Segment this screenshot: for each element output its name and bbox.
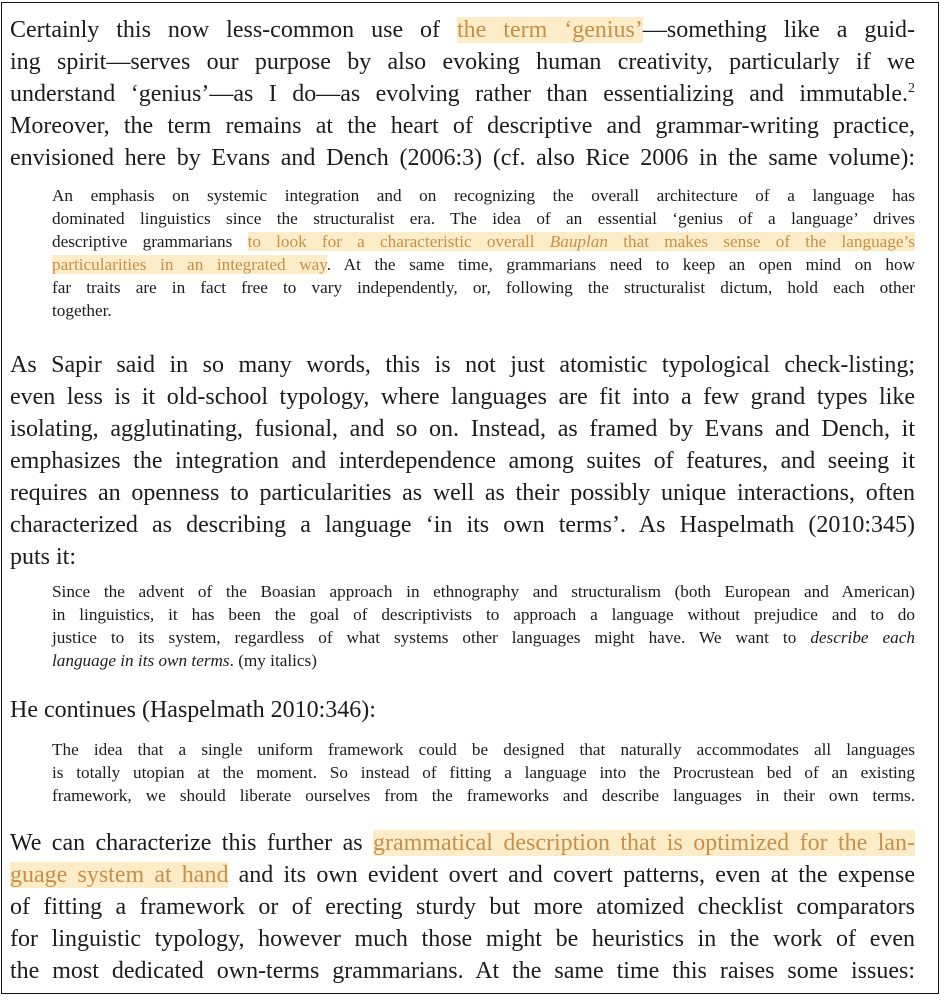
- paragraph-1-line-3: [10, 78, 915, 110]
- quote-1-line-4: [52, 254, 915, 276]
- text-run: that makes sense of the language’s: [608, 232, 915, 251]
- paragraph-2-line-4: emphasizes the integration and interdependence among suites of features, and seeing it: [10, 448, 915, 474]
- text-run: . (my italics): [229, 651, 317, 670]
- italic-run: Bauplan: [549, 232, 608, 251]
- paragraph-4-line-1: [10, 827, 915, 859]
- highlight-genius-term[interactable]: the term ‘genius’: [457, 17, 643, 43]
- text-run: —something like a guid-: [642, 17, 916, 43]
- paragraph-2-line-2: even less is it old-school typology, where languages are fit into a few grand types like: [10, 384, 915, 410]
- paragraph-4-line-3: of fitting a framework or of erecting sturdy but more atomized checklist comparators: [10, 894, 915, 920]
- quote-2-line-2: in linguistics, it has been the goal of descriptivists to approach a language without prejudice and to do: [52, 605, 915, 624]
- paragraph-4-line-4: for linguistic typology, however much those might be heuristics in the work of even: [10, 926, 915, 952]
- quote-3-line-1: The idea that a single uniform framework could be designed that naturally accommodates all languages: [52, 740, 915, 759]
- paragraph-1-line-5: envisioned here by Evans and Dench (2006:3) (cf. also Rice 2006 in the same volume):: [10, 145, 915, 171]
- paragraph-4-line-5: the most dedicated own-terms grammarians. At the same time this raises some issues:: [10, 958, 915, 984]
- quote-3-line-2: is totally utopian at the moment. So instead of fitting a language into the Procrustean bed of an existing: [52, 763, 915, 782]
- paragraph-4-line-2: [10, 859, 915, 891]
- quote-1-line-3: [52, 231, 915, 253]
- paragraph-2-line-3: isolating, agglutinating, fusional, and so on. Instead, as framed by Evans and Dench, it: [10, 416, 915, 442]
- quote-1-line-2: dominated linguistics since the structuralist era. The idea of an essential ‘genius of a language’ drives: [52, 209, 915, 228]
- highlight-bauplan[interactable]: [248, 232, 915, 251]
- text-run: understand ‘genius’—as I do—as evolving rather than essentializing and immutable.: [10, 81, 908, 107]
- text-run: Certainly this now less-common use of: [10, 17, 457, 43]
- highlight-grammatical-description[interactable]: grammatical description that is optimized for the lan-: [372, 830, 915, 856]
- highlight-particularities[interactable]: particularities in an integrated way: [52, 255, 327, 274]
- text-run: descriptive grammarians: [52, 232, 248, 251]
- paragraph-2-line-5: requires an openness to particularities as well as their possibly unique interactions, often: [10, 480, 915, 506]
- text-run: to look for a characteristic overall: [247, 232, 550, 251]
- highlight-language-system[interactable]: guage system at hand: [10, 862, 229, 888]
- paragraph-1-line-2: ing spirit—serves our purpose by also evoking human creativity, particularly if we: [10, 49, 915, 75]
- paragraph-2-line-6: characterized as describing a language ‘in its own terms’. As Haspelmath (2010:345): [10, 512, 915, 538]
- paragraph-1-line-4: Moreover, the term remains at the heart of descriptive and grammar-writing practice,: [10, 113, 915, 139]
- quote-2-line-4: [52, 650, 915, 672]
- italic-run: describe each: [810, 628, 915, 647]
- text-run: . At the same time, grammarians need to keep an open mind on how: [326, 255, 915, 274]
- quote-1-line-6: together.: [52, 301, 112, 320]
- paragraph-2-line-1: As Sapir said in so many words, this is not just atomistic typological check-listing;: [10, 352, 915, 378]
- quote-1-line-5: far traits are in fact free to vary independently, or, following the structuralist dictum, hold each other: [52, 278, 915, 297]
- footnote-marker[interactable]: 2: [908, 81, 915, 96]
- text-run: justice to its system, regardless of what systems other languages might have. We want to: [52, 628, 811, 647]
- paragraph-1-line-1: [10, 14, 915, 46]
- paragraph-2-line-7: puts it:: [10, 544, 77, 570]
- quote-3-line-3: framework, we should liberate ourselves from the frameworks and describe languages in their own terms.: [52, 786, 915, 805]
- quote-2-line-3: [52, 627, 915, 649]
- paragraph-3-line-1: He continues (Haspelmath 2010:346):: [10, 697, 376, 723]
- italic-run: language in its own terms: [52, 651, 230, 670]
- text-run: We can characterize this further as: [10, 830, 373, 856]
- text-run: and its own evident overt and covert patterns, even at the expense: [228, 862, 915, 888]
- quote-1-line-1: An emphasis on systemic integration and on recognizing the overall architecture of a language has: [52, 186, 915, 205]
- quote-2-line-1: Since the advent of the Boasian approach in ethnography and structuralism (both European and American): [52, 582, 915, 601]
